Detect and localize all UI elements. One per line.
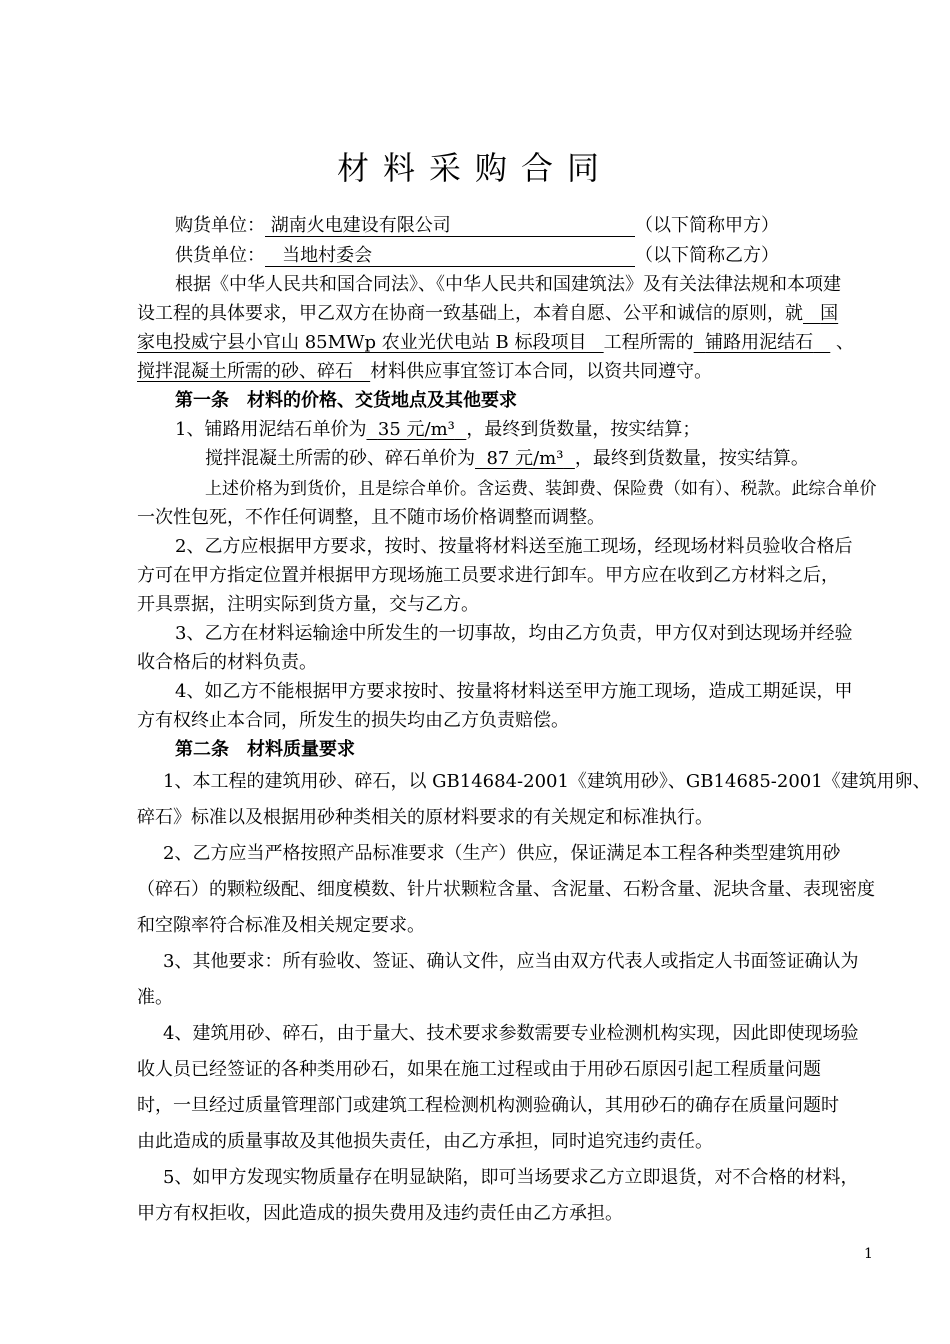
price-1	[366, 419, 466, 440]
price-text: 1、铺路用泥结石单价为	[175, 419, 367, 440]
art1-item3-line-2: 收合格后的材料负责。	[137, 652, 317, 673]
intro-text: 、	[836, 332, 855, 353]
price-value: 35 元/m³	[377, 419, 455, 440]
art1-item4-line-2: 方有权终止本合同，所发生的损失均由乙方负责赔偿。	[137, 710, 569, 731]
buyer-suffix: （以下简称甲方）	[635, 215, 779, 236]
art2-item3-line-1: 3、其他要求：所有验收、签证、确认文件，应当由双方代表人或指定人书面签证确认为	[163, 951, 859, 972]
intro-line-3	[137, 331, 854, 355]
art2-item1-line-1: 1、本工程的建筑用砂、碎石，以 GB14684-2001《建筑用砂》、GB14685-2001《建筑用卵、	[163, 771, 931, 792]
art2-item2-line-3: 和空隙率符合标准及相关规定要求。	[137, 915, 425, 936]
art2-item5-line-1: 5、如甲方发现实物质量存在明显缺陷，即可当场要求乙方立即退货，对不合格的材料，	[163, 1167, 859, 1188]
project-name-part: 国	[820, 303, 839, 324]
intro-line-4	[137, 360, 712, 384]
intro-text: 工程所需的	[603, 332, 694, 353]
supplier-line	[175, 244, 779, 268]
supplier-field	[265, 246, 635, 267]
buyer-field	[265, 216, 635, 237]
art2-item2-line-2: （碎石）的颗粒级配、细度模数、针片状颗粒含量、含泥量、石粉含量、泥块含量、表现密度	[137, 879, 875, 900]
material-name: 铺路用泥结石	[705, 332, 814, 353]
article-1-heading: 第一条 材料的价格、交货地点及其他要求	[175, 390, 517, 411]
supplier-value: 当地村委会	[282, 245, 373, 266]
intro-text: 设工程的具体要求，甲乙双方在协商一致基础上，本着自愿、公平和诚信的原则，就	[137, 303, 803, 324]
contract-title: 材料采购合同	[336, 149, 613, 187]
intro-line-2	[137, 302, 838, 326]
supplier-label: 供货单位：	[175, 245, 265, 266]
art2-item4-line-3: 时，一旦经过质量管理部门或建筑工程检测机构测验确认，其用砂石的确存在质量问题时	[137, 1095, 839, 1116]
intro-line-1: 根据《中华人民共和国合同法》、《中华人民共和国建筑法》及有关法律法规和本项建	[175, 274, 841, 295]
price-text: ，最终到货数量，按实结算；	[466, 419, 701, 440]
price-note-line-2: 一次性包死，不作任何调整，且不随市场价格调整而调整。	[137, 507, 605, 528]
page-number: 1	[864, 1246, 873, 1262]
buyer-line	[175, 214, 779, 238]
art1-item2-line-1: 2、乙方应根据甲方要求，按时、按量将材料送至施工现场，经现场材料员验收合格后	[175, 536, 853, 557]
art2-item5-line-2: 甲方有权拒收，因此造成的损失费用及违约责任由乙方承担。	[137, 1203, 623, 1224]
price-text: 搅拌混凝土所需的砂、碎石单价为	[205, 448, 475, 469]
art1-item2-line-2: 方可在甲方指定位置并根据甲方现场施工员要求进行卸车。甲方应在收到乙方材料之后，	[137, 565, 839, 586]
project-name-start	[803, 303, 838, 324]
price-note-line-1: 上述价格为到货价，且是综合单价。含运费、装卸费、保险费（如有）、税款。此综合单价	[205, 479, 877, 499]
material-1	[694, 332, 831, 353]
art2-item4-line-1: 4、建筑用砂、碎石，由于量大、技术要求参数需要专业检测机构实现，因此即使现场验	[163, 1023, 859, 1044]
buyer-value: 湖南火电建设有限公司	[270, 215, 451, 236]
project-name	[137, 332, 604, 353]
art2-item3-line-2: 准。	[137, 987, 173, 1008]
supplier-suffix: （以下简称乙方）	[635, 245, 779, 266]
intro-text: 材料供应事宜签订本合同，以资共同遵守。	[370, 361, 713, 382]
art2-item1-line-2: 碎石》标准以及根据用砂种类相关的原材料要求的有关规定和标准执行。	[137, 807, 713, 828]
art1-item4-line-1: 4、如乙方不能根据甲方要求按时、按量将材料送至甲方施工现场，造成工期延误，甲	[175, 681, 853, 702]
material-name: 搅拌混凝土所需的砂、碎石	[137, 361, 353, 382]
art2-item4-line-2: 收人员已经签证的各种类用砂石，如果在施工过程或由于用砂石原因引起工程质量问题	[137, 1059, 821, 1080]
art2-item4-line-4: 由此造成的质量事故及其他损失责任，由乙方承担，同时追究违约责任。	[137, 1131, 713, 1152]
material-2	[137, 361, 370, 382]
project-name-part: 家电投威宁县小官山 85MWp 农业光伏电站 B 标段项目	[137, 332, 587, 353]
price-2	[475, 448, 575, 469]
price-line-1	[175, 418, 700, 442]
art2-item2-line-1: 2、乙方应当严格按照产品标准要求（生产）供应，保证满足本工程各种类型建筑用砂	[163, 843, 841, 864]
price-text: ，最终到货数量，按实结算。	[574, 448, 809, 469]
article-2-heading: 第二条 材料质量要求	[175, 739, 355, 760]
buyer-label: 购货单位：	[175, 215, 265, 236]
art1-item3-line-1: 3、乙方在材料运输途中所发生的一切事故，均由乙方负责，甲方仅对到达现场并经验	[175, 623, 853, 644]
price-line-2	[205, 447, 809, 471]
art1-item2-line-3: 开具票据，注明实际到货方量，交与乙方。	[137, 594, 479, 615]
price-value: 87 元/m³	[486, 448, 564, 469]
